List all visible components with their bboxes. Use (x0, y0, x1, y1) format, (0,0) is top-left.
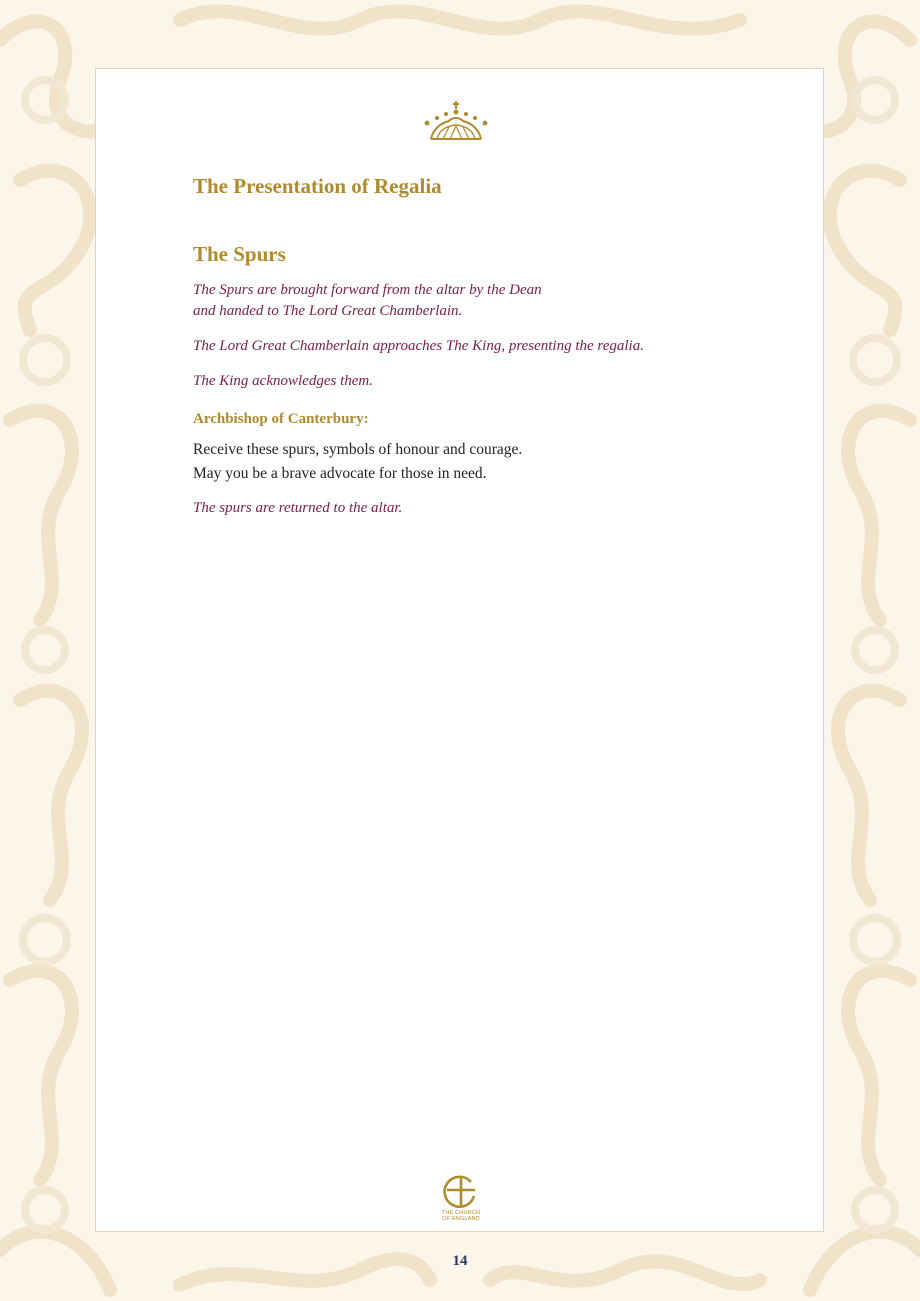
spoken-text (193, 438, 793, 486)
page-number: 14 (452, 1253, 468, 1269)
rubric-instruction: The spurs are returned to the altar. (193, 500, 403, 516)
logo-text (441, 1210, 481, 1222)
speaker-label: Archbishop of Canterbury: (193, 411, 369, 427)
rubric-instruction: The King acknowledges them. (193, 373, 373, 389)
church-of-england-logo (441, 1174, 481, 1226)
spoken-line: Receive these spurs, symbols of honour and courage. (193, 441, 523, 458)
rubric-line: The Spurs are brought forward from the altar by the Dean (193, 282, 542, 298)
spoken-line: May you be a brave advocate for those in need. (193, 465, 487, 482)
content-area (193, 173, 793, 519)
section-title: The Presentation of Regalia (193, 174, 442, 198)
church-of-england-logo-icon (441, 1174, 481, 1208)
subsection-title: The Spurs (193, 242, 286, 266)
logo-line: OF ENGLAND (442, 1216, 480, 1222)
rubric-instruction: The Lord Great Chamberlain approaches The King, presenting the regalia. (193, 338, 644, 354)
rubric-instruction (193, 280, 793, 322)
logo-line: THE CHURCH (441, 1210, 481, 1216)
crown-icon (423, 99, 489, 143)
page-sheet (95, 68, 824, 1232)
rubric-line: and handed to The Lord Great Chamberlain. (193, 303, 463, 319)
